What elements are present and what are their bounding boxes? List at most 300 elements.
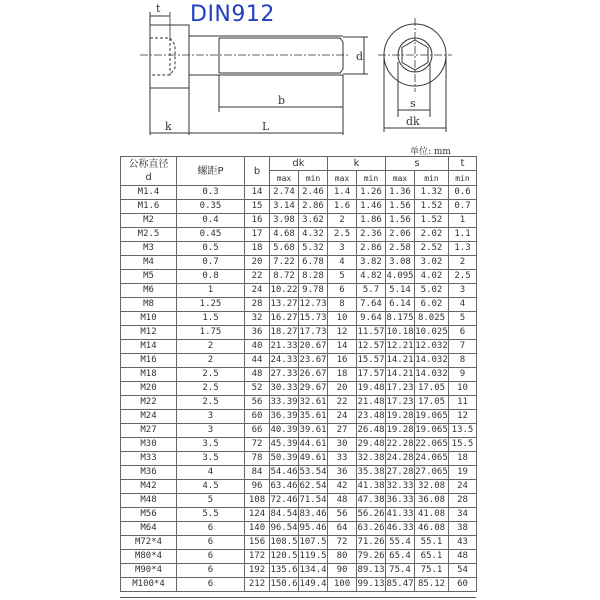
cell-s-min: 1.52 xyxy=(415,200,449,214)
cell-s-max: 36.33 xyxy=(386,494,415,508)
cell-size: M72*4 xyxy=(121,536,177,550)
cell-size: M48 xyxy=(121,494,177,508)
cell-dk-max: 108.5 xyxy=(270,536,299,550)
cell-t-min: 48 xyxy=(449,550,477,564)
cell-s-max: 1.56 xyxy=(386,214,415,228)
cell-s-max: 1.36 xyxy=(386,186,415,200)
cell-size: M80*4 xyxy=(121,550,177,564)
cell-size: M8 xyxy=(121,298,177,312)
cell-t-min: 3 xyxy=(449,284,477,298)
label-L: L xyxy=(262,120,270,133)
cell-size: M5 xyxy=(121,270,177,284)
cell-dk-max: 13.27 xyxy=(270,298,299,312)
cell-t-min: 34 xyxy=(449,508,477,522)
header-dk-min: min xyxy=(299,171,328,186)
header-dk-max: max xyxy=(270,171,299,186)
cell-s-min: 6.02 xyxy=(415,298,449,312)
cell-size: M3 xyxy=(121,242,177,256)
cell-dk-max: 84.54 xyxy=(270,508,299,522)
cell-dk-max: 8.72 xyxy=(270,270,299,284)
cell-s-min: 22.065 xyxy=(415,438,449,452)
cell-dk-min: 15.73 xyxy=(299,312,328,326)
bottom-rule xyxy=(120,597,476,598)
header-k-min: min xyxy=(357,171,386,186)
cell-t-min: 2 xyxy=(449,256,477,270)
cell-k-max: 72 xyxy=(328,536,357,550)
cell-pitch: 2 xyxy=(177,354,245,368)
cell-size: M18 xyxy=(121,368,177,382)
cell-dk-min: 119.5 xyxy=(299,550,328,564)
cell-s-max: 22.28 xyxy=(386,438,415,452)
cell-dk-min: 12.73 xyxy=(299,298,328,312)
cell-dk-min: 83.46 xyxy=(299,508,328,522)
table-row xyxy=(121,424,477,438)
cell-t-min: 0.7 xyxy=(449,200,477,214)
cell-k-min: 2.36 xyxy=(357,228,386,242)
cell-dk-min: 8.28 xyxy=(299,270,328,284)
cell-b: 40 xyxy=(245,340,270,354)
cell-s-min: 3.02 xyxy=(415,256,449,270)
table-row xyxy=(121,396,477,410)
header-k-max: max xyxy=(328,171,357,186)
cell-s-min: 85.12 xyxy=(415,578,449,592)
cell-k-max: 5 xyxy=(328,270,357,284)
cell-dk-min: 2.46 xyxy=(299,186,328,200)
cell-s-max: 14.21 xyxy=(386,368,415,382)
cell-k-max: 27 xyxy=(328,424,357,438)
cell-k-max: 6 xyxy=(328,284,357,298)
cell-k-max: 56 xyxy=(328,508,357,522)
cell-dk-min: 4.32 xyxy=(299,228,328,242)
cell-k-max: 12 xyxy=(328,326,357,340)
cell-dk-min: 35.61 xyxy=(299,410,328,424)
cell-s-max: 17.23 xyxy=(386,382,415,396)
cell-dk-max: 21.33 xyxy=(270,340,299,354)
cell-pitch: 2 xyxy=(177,340,245,354)
cell-dk-min: 5.32 xyxy=(299,242,328,256)
cell-t-min: 43 xyxy=(449,536,477,550)
cell-dk-max: 50.39 xyxy=(270,452,299,466)
cell-k-min: 47.38 xyxy=(357,494,386,508)
cell-pitch: 1.75 xyxy=(177,326,245,340)
table-row xyxy=(121,480,477,494)
table-row xyxy=(121,550,477,564)
header-t: t xyxy=(449,157,477,171)
cell-b: 66 xyxy=(245,424,270,438)
cell-k-min: 12.57 xyxy=(357,340,386,354)
cell-s-min: 14.032 xyxy=(415,368,449,382)
cell-s-min: 32.08 xyxy=(415,480,449,494)
cell-size: M6 xyxy=(121,284,177,298)
header-s-min: min xyxy=(415,171,449,186)
cell-t-min: 13.5 xyxy=(449,424,477,438)
cell-k-max: 22 xyxy=(328,396,357,410)
cell-b: 156 xyxy=(245,536,270,550)
cell-t-min: 5 xyxy=(449,312,477,326)
table-row xyxy=(121,410,477,424)
screw-head-outline xyxy=(150,25,189,88)
cell-t-min: 60 xyxy=(449,578,477,592)
cell-dk-min: 62.54 xyxy=(299,480,328,494)
table-row xyxy=(121,508,477,522)
cell-t-min: 6 xyxy=(449,326,477,340)
cell-s-max: 65.4 xyxy=(386,550,415,564)
cell-t-min: 1.1 xyxy=(449,228,477,242)
cell-k-max: 3 xyxy=(328,242,357,256)
cell-dk-min: 20.67 xyxy=(299,340,328,354)
cell-k-max: 2 xyxy=(328,214,357,228)
cell-pitch: 5 xyxy=(177,494,245,508)
cell-t-min: 9 xyxy=(449,368,477,382)
cell-k-min: 63.26 xyxy=(357,522,386,536)
cell-b: 72 xyxy=(245,438,270,452)
cell-s-min: 41.08 xyxy=(415,508,449,522)
cell-t-min: 24 xyxy=(449,480,477,494)
cell-pitch: 0.8 xyxy=(177,270,245,284)
cell-dk-max: 40.39 xyxy=(270,424,299,438)
cell-b: 48 xyxy=(245,368,270,382)
cell-s-min: 10.025 xyxy=(415,326,449,340)
header-b: b xyxy=(245,157,270,186)
cell-s-max: 2.58 xyxy=(386,242,415,256)
cell-t-min: 1.3 xyxy=(449,242,477,256)
table-row xyxy=(121,242,477,256)
cell-pitch: 1.25 xyxy=(177,298,245,312)
table-row xyxy=(121,312,477,326)
cell-k-min: 71.26 xyxy=(357,536,386,550)
table-row xyxy=(121,368,477,382)
label-s: s xyxy=(410,97,416,110)
cell-size: M42 xyxy=(121,480,177,494)
cell-size: M64 xyxy=(121,522,177,536)
cell-b: 52 xyxy=(245,382,270,396)
cell-pitch: 4 xyxy=(177,466,245,480)
cell-pitch: 0.35 xyxy=(177,200,245,214)
cell-dk-min: 149.4 xyxy=(299,578,328,592)
cell-dk-max: 7.22 xyxy=(270,256,299,270)
table-row xyxy=(121,536,477,550)
cell-s-min: 17.05 xyxy=(415,396,449,410)
cell-b: 84 xyxy=(245,466,270,480)
cell-k-min: 4.82 xyxy=(357,270,386,284)
table-row xyxy=(121,228,477,242)
table-row xyxy=(121,298,477,312)
table-row xyxy=(121,200,477,214)
cell-k-max: 36 xyxy=(328,466,357,480)
cell-pitch: 3.5 xyxy=(177,452,245,466)
header-t-min: min xyxy=(449,171,477,186)
cell-pitch: 4.5 xyxy=(177,480,245,494)
cell-k-min: 1.26 xyxy=(357,186,386,200)
cell-k-max: 8 xyxy=(328,298,357,312)
cell-t-min: 2.5 xyxy=(449,270,477,284)
cell-s-min: 12.032 xyxy=(415,340,449,354)
cell-s-min: 5.02 xyxy=(415,284,449,298)
cell-s-min: 1.32 xyxy=(415,186,449,200)
cell-k-max: 24 xyxy=(328,410,357,424)
cell-k-min: 23.48 xyxy=(357,410,386,424)
cell-dk-min: 9.78 xyxy=(299,284,328,298)
cell-t-min: 19 xyxy=(449,466,477,480)
cell-dk-max: 5.68 xyxy=(270,242,299,256)
cell-size: M2.5 xyxy=(121,228,177,242)
cell-t-min: 54 xyxy=(449,564,477,578)
label-d: d xyxy=(356,50,364,63)
cell-pitch: 0.5 xyxy=(177,242,245,256)
table-row xyxy=(121,522,477,536)
cell-dk-max: 30.33 xyxy=(270,382,299,396)
screw-technical-drawing xyxy=(0,0,600,145)
cell-dk-max: 27.33 xyxy=(270,368,299,382)
cell-dk-max: 3.14 xyxy=(270,200,299,214)
header-s: s xyxy=(386,157,449,171)
table-row xyxy=(121,284,477,298)
header-nominal-diameter: 公称直径 d xyxy=(121,157,177,186)
cell-dk-min: 39.61 xyxy=(299,424,328,438)
cell-dk-min: 95.46 xyxy=(299,522,328,536)
cell-k-min: 41.38 xyxy=(357,480,386,494)
cell-pitch: 0.45 xyxy=(177,228,245,242)
table-row xyxy=(121,382,477,396)
cell-k-min: 15.57 xyxy=(357,354,386,368)
cell-size: M1.6 xyxy=(121,200,177,214)
table-row xyxy=(121,256,477,270)
cell-size: M20 xyxy=(121,382,177,396)
cell-b: 56 xyxy=(245,396,270,410)
cell-k-max: 10 xyxy=(328,312,357,326)
cell-b: 16 xyxy=(245,214,270,228)
cell-b: 192 xyxy=(245,564,270,578)
cell-s-max: 32.33 xyxy=(386,480,415,494)
cell-b: 78 xyxy=(245,452,270,466)
cell-size: M4 xyxy=(121,256,177,270)
cell-dk-max: 16.27 xyxy=(270,312,299,326)
cell-pitch: 6 xyxy=(177,522,245,536)
cell-s-max: 12.21 xyxy=(386,340,415,354)
cell-k-max: 20 xyxy=(328,382,357,396)
cell-dk-max: 3.98 xyxy=(270,214,299,228)
cell-s-max: 5.14 xyxy=(386,284,415,298)
header-dk: dk xyxy=(270,157,328,171)
cell-k-max: 100 xyxy=(328,578,357,592)
cell-pitch: 3 xyxy=(177,410,245,424)
cell-dk-max: 4.68 xyxy=(270,228,299,242)
cell-dk-min: 32.61 xyxy=(299,396,328,410)
cell-b: 14 xyxy=(245,186,270,200)
cell-k-min: 1.46 xyxy=(357,200,386,214)
cell-k-max: 4 xyxy=(328,256,357,270)
table-row xyxy=(121,354,477,368)
cell-pitch: 2.5 xyxy=(177,368,245,382)
cell-b: 108 xyxy=(245,494,270,508)
cell-size: M33 xyxy=(121,452,177,466)
table-row xyxy=(121,340,477,354)
cell-dk-min: 3.62 xyxy=(299,214,328,228)
cell-size: M22 xyxy=(121,396,177,410)
cell-k-min: 21.48 xyxy=(357,396,386,410)
cell-b: 96 xyxy=(245,480,270,494)
cell-dk-max: 120.5 xyxy=(270,550,299,564)
cell-k-min: 26.48 xyxy=(357,424,386,438)
cell-b: 212 xyxy=(245,578,270,592)
cell-dk-min: 2.86 xyxy=(299,200,328,214)
cell-k-max: 16 xyxy=(328,354,357,368)
cell-pitch: 6 xyxy=(177,564,245,578)
cell-k-min: 1.86 xyxy=(357,214,386,228)
cell-k-min: 56.26 xyxy=(357,508,386,522)
cell-k-min: 7.64 xyxy=(357,298,386,312)
cell-dk-min: 17.73 xyxy=(299,326,328,340)
cell-dk-max: 2.74 xyxy=(270,186,299,200)
cell-k-min: 17.57 xyxy=(357,368,386,382)
cell-s-max: 75.4 xyxy=(386,564,415,578)
cell-s-min: 17.05 xyxy=(415,382,449,396)
cell-pitch: 6 xyxy=(177,578,245,592)
cell-s-min: 75.1 xyxy=(415,564,449,578)
cell-b: 32 xyxy=(245,312,270,326)
cell-k-min: 3.82 xyxy=(357,256,386,270)
cell-size: M16 xyxy=(121,354,177,368)
cell-b: 22 xyxy=(245,270,270,284)
cell-k-max: 64 xyxy=(328,522,357,536)
cell-s-max: 10.18 xyxy=(386,326,415,340)
cell-s-min: 27.065 xyxy=(415,466,449,480)
cell-pitch: 6 xyxy=(177,536,245,550)
cell-dk-min: 44.61 xyxy=(299,438,328,452)
cell-size: M10 xyxy=(121,312,177,326)
table-body xyxy=(121,186,477,592)
table-row xyxy=(121,494,477,508)
cell-k-max: 48 xyxy=(328,494,357,508)
cell-size: M27 xyxy=(121,424,177,438)
cell-dk-max: 33.39 xyxy=(270,396,299,410)
cell-dk-min: 134.4 xyxy=(299,564,328,578)
cell-size: M14 xyxy=(121,340,177,354)
cell-k-min: 35.38 xyxy=(357,466,386,480)
cell-b: 28 xyxy=(245,298,270,312)
cell-k-max: 14 xyxy=(328,340,357,354)
cell-b: 15 xyxy=(245,200,270,214)
cell-b: 60 xyxy=(245,410,270,424)
table-row xyxy=(121,564,477,578)
cell-size: M12 xyxy=(121,326,177,340)
cell-t-min: 11 xyxy=(449,396,477,410)
cell-b: 172 xyxy=(245,550,270,564)
cell-dk-min: 71.54 xyxy=(299,494,328,508)
cell-dk-max: 150.6 xyxy=(270,578,299,592)
cell-size: M30 xyxy=(121,438,177,452)
table-row xyxy=(121,326,477,340)
cell-size: M24 xyxy=(121,410,177,424)
cell-b: 18 xyxy=(245,242,270,256)
label-dk: dk xyxy=(406,115,420,128)
cell-k-min: 99.13 xyxy=(357,578,386,592)
cell-size: M90*4 xyxy=(121,564,177,578)
cell-s-max: 4.095 xyxy=(386,270,415,284)
cell-dk-max: 72.46 xyxy=(270,494,299,508)
cell-t-min: 7 xyxy=(449,340,477,354)
table-row xyxy=(121,270,477,284)
cell-k-min: 32.38 xyxy=(357,452,386,466)
cell-s-max: 27.28 xyxy=(386,466,415,480)
cell-pitch: 1 xyxy=(177,284,245,298)
table-row xyxy=(121,452,477,466)
cell-s-min: 4.02 xyxy=(415,270,449,284)
cell-k-max: 1.6 xyxy=(328,200,357,214)
cell-k-max: 18 xyxy=(328,368,357,382)
cell-dk-max: 10.22 xyxy=(270,284,299,298)
cell-s-min: 2.52 xyxy=(415,242,449,256)
cell-b: 124 xyxy=(245,508,270,522)
cell-b: 140 xyxy=(245,522,270,536)
cell-dk-min: 53.54 xyxy=(299,466,328,480)
cell-s-min: 14.032 xyxy=(415,354,449,368)
cell-k-min: 2.86 xyxy=(357,242,386,256)
cell-t-min: 4 xyxy=(449,298,477,312)
header-pitch: 螺距P xyxy=(177,157,245,186)
cell-pitch: 5.5 xyxy=(177,508,245,522)
cell-dk-min: 26.67 xyxy=(299,368,328,382)
cell-b: 44 xyxy=(245,354,270,368)
cell-k-min: 5.7 xyxy=(357,284,386,298)
cell-t-min: 15.5 xyxy=(449,438,477,452)
table-row xyxy=(121,214,477,228)
cell-k-min: 9.64 xyxy=(357,312,386,326)
cell-s-min: 65.1 xyxy=(415,550,449,564)
cell-s-min: 8.025 xyxy=(415,312,449,326)
label-k: k xyxy=(165,120,172,133)
cell-s-max: 19.28 xyxy=(386,424,415,438)
din912-spec-table xyxy=(120,156,477,592)
cell-b: 17 xyxy=(245,228,270,242)
cell-k-min: 11.57 xyxy=(357,326,386,340)
cell-pitch: 6 xyxy=(177,550,245,564)
cell-dk-max: 63.46 xyxy=(270,480,299,494)
cell-dk-min: 29.67 xyxy=(299,382,328,396)
cell-dk-max: 135.6 xyxy=(270,564,299,578)
cell-size: M36 xyxy=(121,466,177,480)
unit-label: 单位: mm xyxy=(410,147,451,157)
cell-b: 24 xyxy=(245,284,270,298)
cell-dk-max: 36.39 xyxy=(270,410,299,424)
cell-pitch: 3 xyxy=(177,424,245,438)
cell-k-max: 90 xyxy=(328,564,357,578)
cell-dk-max: 96.54 xyxy=(270,522,299,536)
cell-s-min: 36.08 xyxy=(415,494,449,508)
cell-s-max: 14.21 xyxy=(386,354,415,368)
table-row xyxy=(121,438,477,452)
cell-b: 36 xyxy=(245,326,270,340)
cell-t-min: 28 xyxy=(449,494,477,508)
cell-s-max: 24.28 xyxy=(386,452,415,466)
cell-s-max: 8.175 xyxy=(386,312,415,326)
cell-pitch: 2.5 xyxy=(177,382,245,396)
cell-k-max: 2.5 xyxy=(328,228,357,242)
table-row xyxy=(121,466,477,480)
cell-dk-max: 54.46 xyxy=(270,466,299,480)
cell-dk-max: 45.39 xyxy=(270,438,299,452)
cell-pitch: 3.5 xyxy=(177,438,245,452)
cell-size: M1.4 xyxy=(121,186,177,200)
cell-dk-max: 24.33 xyxy=(270,354,299,368)
cell-pitch: 0.4 xyxy=(177,214,245,228)
cell-s-min: 19.065 xyxy=(415,410,449,424)
header-k: k xyxy=(328,157,386,171)
cell-pitch: 1.5 xyxy=(177,312,245,326)
cell-s-min: 55.1 xyxy=(415,536,449,550)
cell-t-min: 12 xyxy=(449,410,477,424)
cell-t-min: 8 xyxy=(449,354,477,368)
